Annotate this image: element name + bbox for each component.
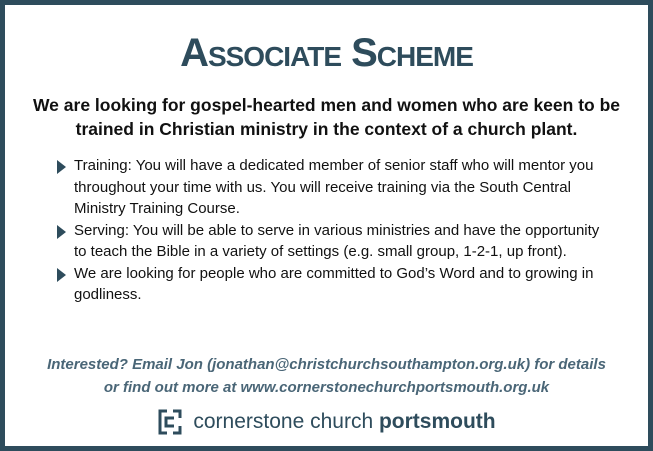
bullet-item-training [55, 155, 615, 220]
contact-website-line[interactable]: or find out more at www.cornerstonechurchportsmouth.org.uk [103, 378, 550, 396]
contact-email-line[interactable]: Interested? Email Jon (jonathan@christchurchsouthampton.org.uk) for details [47, 356, 606, 373]
intro-statement: We are looking for gospel-hearted men and women who are keen to be trained in Christian ministry in the context of a church plant. [32, 95, 620, 139]
brand-name-light: cornerstone church [193, 410, 379, 433]
triangle-bullet-icon [57, 268, 66, 282]
triangle-bullet-icon [57, 160, 66, 174]
contact-info [5, 354, 648, 399]
bullet-text-training: Training: You will have a dedicated member of senior staff who will mentor you throughout your time with us. You will receive training via the South Central Ministry Training Course. [74, 157, 594, 217]
brand-name [193, 410, 495, 434]
bullet-list [55, 155, 615, 306]
bullet-text-commitment: We are looking for people who are committed to God’s Word and to growing in godliness. [74, 264, 594, 303]
bullet-item-serving [55, 220, 615, 263]
cornerstone-c-logo-icon [157, 409, 183, 435]
footer-logo [5, 406, 648, 438]
triangle-bullet-icon [57, 225, 66, 239]
bullet-item-commitment [55, 263, 615, 306]
bullet-text-serving: Serving: You will be able to serve in various ministries and have the opportunity to teach the Bible in a variety of settings (e.g. small group, 1-2-1, up front). [74, 221, 600, 260]
poster-title: Associate Scheme [180, 31, 473, 75]
brand-name-bold: portsmouth [378, 410, 496, 433]
